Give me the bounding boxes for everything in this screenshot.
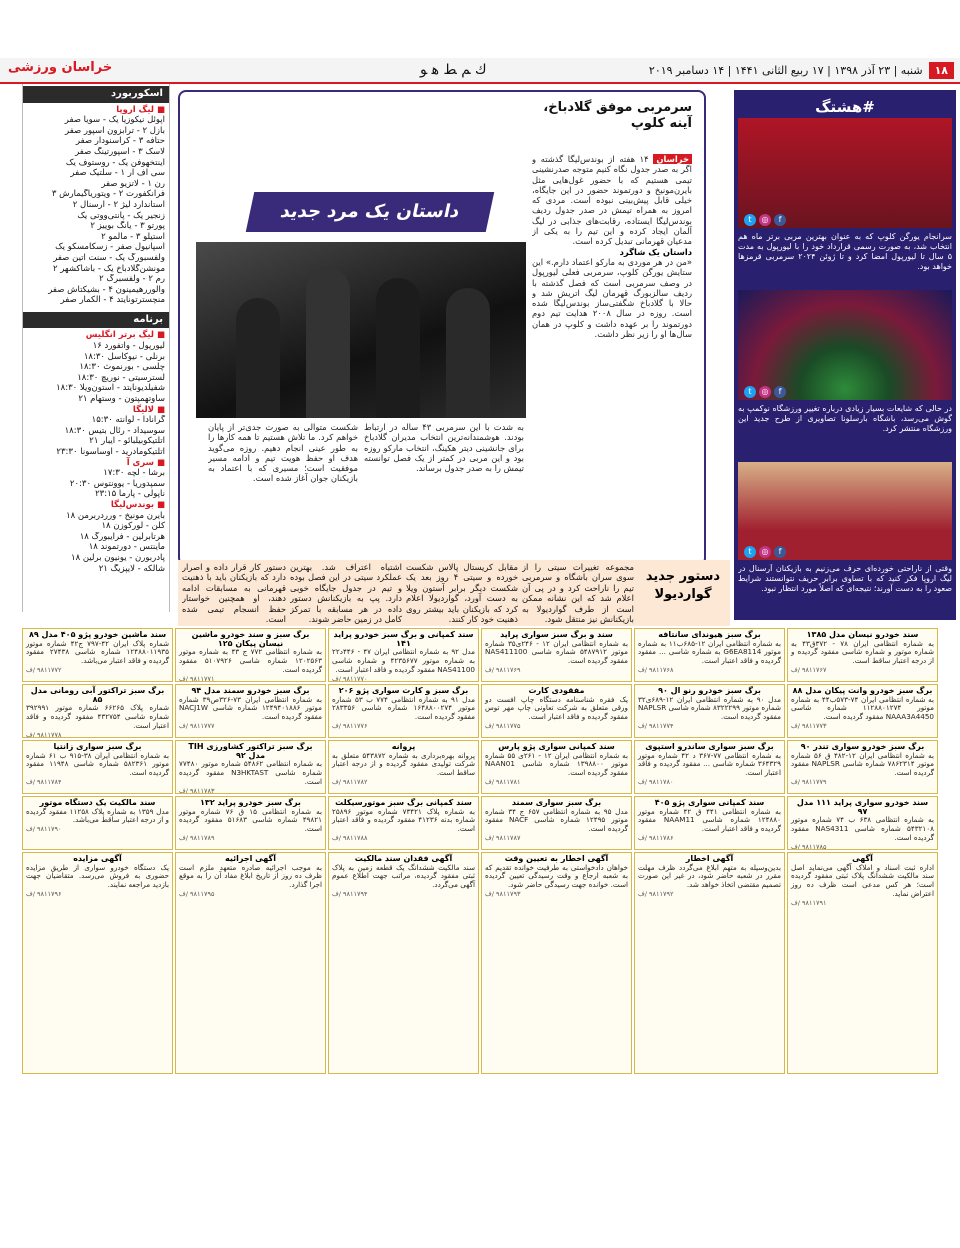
program-line: هرتابرلین - فرایبورگ ۱۸ — [79, 531, 165, 542]
ad-title: سند کمپانی برگ سبز موتورسیکلت — [335, 798, 472, 807]
classified-ad — [22, 684, 173, 738]
feature-column-right — [532, 154, 692, 554]
ad-body: به شماره انتظامی ۷۷۲ ج ۴۳ به شماره موتور ۱۲۰۲۵۶۳ شماره شاسی ۵۱۰۷۹۲۶ مفقود گردیده است. — [179, 647, 323, 674]
ad-title: آگهی اجرائیه — [225, 854, 276, 863]
strip-title — [640, 568, 726, 604]
ad-body: به شماره انتظامی ۴۴۱ ق ۴۲ شماره موتور ۱۲۴۸۸۰ شماره شاسی NAAM11 مفقود گردیده و فاقد اعتبار است. — [638, 806, 782, 834]
ad-code: ۹۸۱۱۷۶۹ /ف — [485, 665, 521, 674]
instagram-icon[interactable]: ◎ — [759, 214, 771, 226]
classified-ad — [634, 852, 785, 1074]
classified-ad — [22, 852, 173, 1074]
ad-code: ۹۸۱۱۷۸۵ /ف — [791, 842, 827, 850]
kicker-line-2: آینه کلوپ — [630, 116, 692, 131]
program-line: ناپولی - پارما ۲۳:۱۵ — [95, 489, 165, 500]
score-line: بازل ۲ - ترابزون اسپور صفر — [65, 125, 165, 136]
ad-title: برگ سبز سواری سمند — [511, 798, 602, 807]
ad-code: ۹۸۱۱۷۷۱ /ف — [179, 674, 215, 682]
ad-code: ۹۸۱۱۷۶۸ /ف — [638, 665, 674, 674]
score-line: حتافه ۳ - کراسنودار صفر — [75, 136, 165, 147]
source-badge: خراسان — [653, 154, 692, 164]
strip-text-3: اشتباه اعتراف شد. بهترین عملکرد سیتی در این فصل بوده و تیم در جدول جایگاه خوبی دارد. پپ به بازیکنانش دستور داده در هر مسابقه با تمرکز کامل در زمین حاضر شوند. — [290, 562, 402, 624]
ad-body: به شماره انتظامی ۱۵ ق ۷۶ شماره موتور ۴۹۸۲۱ شماره شاسی ۵۱۶۸۳ مفقود گردیده است. — [179, 806, 322, 834]
classified-ad — [634, 684, 785, 738]
ad-title: سند مالکیت یک دستگاه موتور — [39, 798, 156, 807]
ad-code: ۹۸۱۱۷۷۲ /ف — [26, 665, 62, 674]
hashtag-column — [734, 90, 956, 620]
ad-code: ۹۸۱۱۷۶۷ /ف — [791, 665, 827, 674]
score-line: ولفسبورگ یک - سنت اتین صفر — [53, 252, 165, 263]
date-line: شنبه | ۲۳ آذر ۱۳۹۸ | ۱۷ ربیع الثانی ۱۴۴۱ | ۱۴ دسامبر ۲۰۱۹ — [648, 63, 923, 77]
ad-body: به شماره انتظامی ایران ۱۲-۶۸۵ب۱۱ به شماره موتور G6EA8114 به شماره شاسی ... مفقود گردیده و فاقد اعتبار است. — [638, 638, 782, 666]
classified-ad — [328, 740, 479, 794]
ad-code: ۹۸۱۱۷۹۵ /ف — [179, 889, 215, 898]
ad-body: به شماره پلاک ۷۳۴۲۱ شماره موتور ۲۵۸۹۶ شماره بدنه ۴۱۲۳۶ مفقود گردیده و فاقد اعتبار است. — [332, 806, 475, 834]
classified-ad — [787, 684, 938, 738]
ad-code: ۹۸۱۱۷۸۳ /ف — [179, 786, 215, 794]
score-line: لاسک ۳ - اسپورتینگ صفر — [75, 146, 165, 157]
program-heading: ■ لالیگا — [132, 404, 165, 415]
program-line: پادربورن - یونیون برلین ۱۸ — [71, 552, 165, 563]
ad-title: برگ سبز و کارت سواری پژو ۲۰۶ — [338, 686, 469, 695]
strip-title-1: دستور جدید — [645, 569, 721, 584]
hashtag-text-3: وقتی از ناراحتی خورده‌ای حرف می‌زنیم به بازیکنان آرسنال در لیگ اروپا فکر کنید که با تساوی برابر حریف نتوانستند شرایط صعود را به دست آورند؛ نتیجه‌ای که اصلاً مورد انتظار نبود. — [738, 564, 952, 593]
ad-body: به شماره انتظامی ایران ۷۳-۳۲۶ص۳۹ شماره موتور ۱۲۴۹۴۰۱۸۸۶ شماره شاسی NACJ1W مفقود گردیده است. — [179, 694, 322, 722]
classified-ad — [22, 740, 173, 794]
classified-ad — [787, 796, 938, 850]
ad-title: برگ سبز تراکتور کشاورزی TIH مدل ۹۲ — [188, 742, 313, 760]
ad-code: ۹۸۱۱۷۸۹ /ف — [179, 833, 215, 842]
program-line: سمپدوریا - یوونتوس ۲۰:۳۰ — [69, 478, 165, 489]
ad-title: آگهی مزایده — [73, 854, 122, 863]
strip-text-2: مقابل کریستال پالاس شکست خورده و سیتی ۴ روز بعد یک شکست دیگر برابر آستون ویلا به دست آورد، گواردیولا اعلام کرد که بازیکنان باید بیشتر روی ذهنیت خود کار کنند. — [406, 562, 518, 624]
ad-title: برگ سبز خودرو وانت پیکان مدل ۸۸ — [792, 686, 933, 695]
ad-code: ۹۸۱۱۷۸۷ /ف — [485, 833, 521, 842]
ad-code: ۹۸۱۱۷۷۳ /ف — [791, 721, 827, 730]
program-line: اتلتیکومادرید - اوساسونا ۲۳:۳۰ — [56, 447, 165, 457]
program-line: لسترسیتی - نوریچ ۱۸:۳۰ — [77, 372, 165, 383]
page-number: ۱۸ — [929, 62, 954, 79]
score-line: زنجیر یک - پانتی‌ووتی یک — [77, 210, 165, 221]
program-line: کلن - لورکوزن ۱۸ — [101, 521, 165, 532]
header-decoration: ﻙ ﻢ ﻂ ﻫ ﻮ — [420, 62, 487, 78]
program-line: ماینتس - دورتموند ۱۸ — [88, 542, 165, 553]
feature-article — [178, 90, 706, 566]
social-icons — [744, 214, 786, 226]
ad-body: مدل ۱۳۵۹ به شماره پلاک ۱۱۲۵۸ مفقود گردیده و از درجه اعتبار ساقط می‌باشد. — [26, 806, 170, 825]
classified-ad — [175, 740, 326, 794]
classified-ad — [634, 796, 785, 850]
ad-body: مدل ۹۰ به شماره انتظامی ایران ۱۲-۶۸۹ی۳۲ شماره موتور ۸۳۲۲۲۹۹ شماره شاسی NAPLSR مفقود گردیده است. — [638, 694, 781, 722]
strip-title-2: گواردیولا — [654, 587, 712, 602]
program-line: لیورپول - واتفورد ۱۶ — [92, 341, 165, 352]
ad-code: ۹۸۱۱۷۷۸ /ف — [26, 730, 62, 738]
program-heading: ■ لیگ برتر انگلیس — [85, 330, 165, 341]
ad-body: یک فقره شناسنامه دستگاه چاپ افست دو ورقی متعلق به شرکت تعاونی چاپ مهر توس مفقود گردیده و فاقد اعتبار است. — [485, 694, 628, 722]
instagram-icon[interactable]: ◎ — [759, 386, 771, 398]
program-heading: ■ سری آ — [126, 457, 165, 468]
classified-ad — [175, 852, 326, 1074]
twitter-icon[interactable]: t — [744, 214, 756, 226]
ad-code: ۹۸۱۱۷۹۴ /ف — [332, 889, 368, 898]
program-line: گرانادا - لوانته ۱۵:۳۰ — [91, 415, 165, 426]
classified-ad — [481, 796, 632, 850]
program-list — [23, 330, 169, 574]
ad-code: ۹۸۱۱۷۷۴ /ف — [638, 721, 674, 730]
kicker-line-1: سرمربی موفق گلادباخ، — [543, 100, 692, 115]
ad-title: سند خودرو سواری پراید ۱۱۱ مدل ۹۷ — [796, 798, 929, 816]
feature-text-2: «من در هر موردی به مارکو اعتماد دارم.» این ستایش یورگن کلوپ، سرمربی فعلی لیورپول در وصف سرمربی است که فصل گذشته با ردیف سالزبورگ قهرمان لیگ اتریش شد و حالا با گلادباخ شگفتی‌ساز بوندس‌لیگا شده است. روزه در سال ۲۰۰۸ هدایت تیم دوم دورتموند را بر عهده داشت و کلوپ در همان سال‌ها او را زیر نظر داشت. — [532, 256, 692, 340]
ad-body: به شماره انتظامی ۵۴۸۶۲ شماره موتور ۷۷۴۸۰ شماره شاسی N3HKTAST مفقود گردیده است. — [179, 759, 323, 786]
score-line: پورتو ۳ - یانگ بوییز ۲ — [90, 221, 165, 232]
ad-title: برگ سبز سواری ساندرو استپوی — [645, 742, 774, 751]
ad-body: به موجب اجرائیه صادره متعهد ملزم است ظرف ده روز از تاریخ ابلاغ مفاد آن را به موقع اجرا گذارد. — [179, 862, 322, 890]
twitter-icon[interactable]: t — [744, 546, 756, 558]
ad-title: برگ سبز خودرو سواری تندر ۹۰ — [800, 742, 925, 751]
ad-body: به شماره انتظامی ایران ۷۸ - ۳۷۲ق۴۳ به شماره موتور و شماره شاسی مفقود گردیده و از درجه اعتبار ساقط است. — [791, 638, 934, 666]
ad-body: به شماره انتظامی ایران ۱۲ - ۲۶۱ی ۵۵ شماره موتور ۱۳۹۸۸۰۰ شماره شاسی NAAN01 مفقود گردیده است. — [485, 750, 628, 778]
ad-body: به شماره انتظامی ایران ۱۲-۴۸۲ ق ۵۶ شماره موتور ۷۸۶۲۳۱۴ شماره شاسی NAPLSR مفقود گردیده است. — [791, 750, 934, 778]
ad-body: خواهان دادخواستی به طرفیت خوانده تقدیم که به شعبه ارجاع و وقت رسیدگی تعیین گردیده است. خوانده جهت رسیدگی حاضر شود. — [485, 862, 628, 890]
score-heading: ■ لیگ اروپا — [116, 104, 165, 115]
ad-title: برگ سبز و سند خودرو ماشین نیسان پیکان ۱۲۵ — [191, 630, 310, 648]
classified-ad — [787, 852, 938, 1074]
hashtag-text-1: سرانجام یورگن کلوپ که به عنوان بهترین مربی برتر ماه هم انتخاب شد، به صورت رسمی قرارداد خود را با لیورپول به مدت ۵ سال تا لیورپول امضا کرد و تا ژوئن ۲۰۲۴ سرمربی قرمزها خواهد بود. — [738, 232, 952, 271]
ad-title: برگ سبز هیوندای سانتافه — [658, 630, 761, 639]
facebook-icon[interactable]: f — [774, 386, 786, 398]
social-icons-2 — [744, 386, 786, 398]
classified-ad — [634, 740, 785, 794]
score-line: اینتخهوفن یک - روستوف یک — [65, 157, 165, 168]
ad-title: برگ سبز خودرو پراید ۱۳۲ — [200, 798, 301, 807]
scoreboard-sidebar — [22, 84, 170, 612]
ad-title: برگ سبز تراکتور آبی رومانی مدل ۸۵ — [30, 686, 165, 704]
ad-code: ۹۸۱۱۷۷۷ /ف — [179, 721, 215, 730]
ad-title: آگهی فقدان سند مالکیت — [354, 854, 453, 863]
ad-title: سند و برگ سبز سواری پراید — [500, 630, 613, 639]
ad-title: سند کمپانی و برگ سبز خودرو پراید ۱۴۱ — [333, 630, 474, 648]
ad-code: ۹۸۱۱۷۷۵ /ف — [485, 721, 521, 730]
classified-ad — [328, 852, 479, 1074]
hashtag-text-2: در حالی که شایعات بسیار زیادی درباره تغییر ورزشگاه نوکمپ به گوش می‌رسد، باشگاه بارسلونا تصاویری از طرح جدید این ورزشگاه منتشر کرد. — [738, 404, 952, 433]
classified-ad — [22, 628, 173, 682]
classified-ad — [175, 796, 326, 850]
program-line: شفیلدیونایتد - استون‌ویلا ۱۸:۳۰ — [56, 383, 165, 394]
program-title: برنامه — [23, 312, 169, 329]
ad-body: به شماره انتظامی ۶۳۸ ب ۷۴ شماره موتور ۵۴۳۲۱۰۸ شماره شاسی NAS4311 مفقود گردیده است. — [791, 815, 935, 842]
liverpool-photo — [738, 118, 952, 228]
ad-code: ۹۸۱۱۷۹۲ /ف — [638, 889, 674, 898]
classified-ad — [481, 852, 632, 1074]
ad-title: آگهی اخطار به تعیین وقت — [504, 854, 609, 863]
ad-code: ۹۸۱۱۷۸۴ /ف — [26, 777, 62, 786]
ad-code: ۹۸۱۱۷۸۶ /ف — [638, 833, 674, 842]
scoreboard-list — [23, 105, 169, 306]
ad-body: به شماره انتظامی ایران ۷۴-۵۷۳ب۴۴ به شماره موتور ۱۱۲۸۸۰۱۲۷۴ شماره شاسی NAAA3A4450 مفقود گردیده است. — [791, 694, 935, 722]
feature-column-mid: به شدت با این سرمربی ۴۳ ساله در ارتباط بودند. هوشمندانه‌ترین انتخاب مدیران گلادباخ برای جانشینی دیتر هکینگ، انتخاب مارکو روزه بود و این مربی در کمتر از یک فصل توانسته تیمش را به صدر جدول برساند. — [364, 422, 524, 474]
ad-title: آگهی اخطار — [685, 854, 734, 863]
score-line: آپوئل نیکوزیا یک - سویا صفر — [64, 115, 165, 126]
ad-body: به شماره انتظامی ۷۷-۳۶۷ د ۴۲ شماره موتور ۳۶۴۳۲۹ شماره شاسی ... مفقود گردیده و فاقد اعتبار است. — [638, 750, 781, 778]
ad-title: سند کمپانی سواری پژو پارس — [498, 742, 615, 751]
ad-code: ۹۸۱۱۷۷۰ /ف — [332, 674, 368, 682]
score-line: منچسترتونایتد ۴ - آلکمار صفر — [60, 295, 165, 306]
scoreboard-title: اسکوربورد — [23, 86, 169, 103]
score-line: رم ۲ - ولفسبرگ ۲ — [99, 274, 165, 285]
feature-subhead: داستان یک شاگرد — [619, 246, 692, 257]
strip-text-1: مجموعه تغییرات سیتی را از سوی سران باشگاه و سرمربی تیم را ناراحت کرد و در پی آن اعلام شد که این نشانه ممکن است از طرف گواردیولا به بازیکنانش نیز منتقل شود. — [522, 562, 634, 624]
section-logo: خراسان ورزشی — [8, 60, 113, 75]
ad-body: به شماره انتظامی ایران ۳۸-۹۱۵ ب ۶۱ شماره موتور ۵۸۲۳۶۱ شماره شاسی ۱۱۹۴۸ مفقود گردیده است. — [26, 750, 170, 778]
ad-body: پروانه بهره‌برداری به شماره ۵۴۳۸۷۲ متعلق به شرکت تولیدی مفقود گردیده و از درجه اعتبار ساقط است. — [332, 750, 475, 778]
ad-body: شماره پلاک ۶۶۲۶۵ شماره موتور ۳۹۲۹۹۱ شماره شاسی ۴۳۲۷۵۴ مفقود گردیده و فاقد اعتبار است. — [26, 703, 169, 730]
facebook-icon[interactable]: f — [774, 214, 786, 226]
score-line: اسپانیول صفر - زسکامسکو یک — [55, 242, 165, 253]
feature-column-left: شکست متوالی به صورت جدی‌تر از پایان خواهم کرد. ما تلاش هستیم تا همه کارها را به طور عینی انجام دهیم. روزه می‌گوید هدف او حفظ هویت تیم و ادامه مسیر موفقیت است؛ مسیری که با اعتماد به بازیکنان جوان آغاز شده است. — [208, 422, 358, 484]
score-line: مونشن‌گلادباخ یک - باشاکشهر ۲ — [52, 263, 165, 274]
facebook-icon[interactable]: f — [774, 546, 786, 558]
classified-ad — [22, 796, 173, 850]
ad-title: سند ماشین خودرو پژو ۴۰۵ مدل ۸۹ — [28, 630, 167, 639]
hashtag-title: #هشتگ — [815, 98, 875, 116]
classified-ad — [328, 628, 479, 682]
ad-body: سند مالکیت ششدانگ یک قطعه زمین به پلاک ثبتی مفقود گردیده، مراتب جهت اطلاع عموم آگهی می‌گردد. — [332, 862, 475, 890]
feature-photo — [196, 242, 526, 418]
ad-body: بدین‌وسیله به متهم ابلاغ می‌گردد ظرف مهلت مقرر در شعبه حاضر شود، در غیر این صورت تصمیم مقتضی اتخاذ خواهد شد. — [638, 862, 781, 890]
classified-ad — [328, 684, 479, 738]
ad-title: سند کمپانی سواری پژو ۴۰۵ — [654, 798, 765, 807]
ad-code: ۹۸۱۱۷۸۲ /ف — [332, 777, 368, 786]
ad-body: به شماره انتظامی ایران ۱۲ - ۲۴۶ی۳۵ شماره موتور ۵۴۸۷۹۱۲ شماره شاسی NAS411100 مفقود گردیده است. — [485, 638, 628, 666]
twitter-icon[interactable]: t — [744, 386, 756, 398]
social-icons-3 — [744, 546, 786, 558]
score-line: آستیلو ۳ - مالمو ۲ — [101, 231, 165, 242]
ad-title: سند خودرو نیسان مدل ۱۳۸۵ — [806, 630, 919, 639]
ad-body: یک دستگاه خودرو سواری از طریق مزایده حضوری به فروش می‌رسد. متقاضیان جهت بازدید مراجعه نمایند. — [26, 862, 169, 890]
ad-title: برگ سبز خودرو سمند مدل ۹۴ — [191, 686, 310, 695]
program-line: بایرن مونیخ - ورردربرمن ۱۸ — [66, 510, 165, 521]
ad-body: مدل ۹۱ به شماره انتظامی ۷۷۴ ب ۵۳ شماره موتور ۱۶۴۸۸۰۰۲۷۴ شماره شاسی ۲۸۳۳۵۶ مفقود گردیده است. — [332, 694, 475, 722]
ad-code: ۹۸۱۱۷۷۹ /ف — [791, 777, 827, 786]
stadium-photo — [738, 290, 952, 400]
ad-title: برگ سبز سواری زانتیا — [53, 742, 142, 751]
instagram-icon[interactable]: ◎ — [759, 546, 771, 558]
score-line: استاندارد لیژ ۲ - آرسنال ۲ — [72, 199, 165, 210]
classified-ad — [787, 740, 938, 794]
program-line: ساوتهمپتون - وستهام ۲۱ — [78, 394, 165, 405]
strip-text-4: دستور کار قرار داده و اصرار دارد که بازیکنان باید با ذهنیت قهرمانی به مسابقات ادامه دهند، او همچنین خواستار حفظ انسجام تیمی شده است. — [182, 562, 286, 624]
ad-body: مدل ۹۲ به شماره انتظامی ایران ۴۷ - ۴۴۶د۲۲ به شماره موتور ۴۲۳۵۶۷۷ و شماره شاسی NAS41100 مفقود گردیده و فاقد اعتبار است. — [332, 647, 475, 674]
feature-text-1: ۱۴ هفته از بوندس‌لیگا گذشته و اگر به صدر جدول نگاه کنیم متوجه صدرنشینی تیمی هستیم که با حضور غول‌هایی مثل بایرن‌مونیخ و دورتموند حضور در این جایگاه، خیلی قابل پیش‌بینی نبوده است. مردی که امروز به همراه تیمش در صدر جدول ردیف بوندس‌لیگا ایستاده، رقابت‌های جذابی در لیگ آلمان ایجاد کرده و این تیم را به یکی از مدعیان قهرمانی تبدیل کرده است. — [532, 154, 692, 247]
ad-body: اداره ثبت اسناد و املاک آگهی می‌نماید اصل سند مالکیت ششدانگ پلاک ثبتی مفقود گردیده است؛ هر کس مدعی است ظرف ده روز اعتراض نماید. — [791, 862, 934, 898]
classified-ads — [22, 628, 938, 1244]
score-line: سی اف آر ۱ - سلتیک صفر — [70, 168, 165, 179]
ad-code: ۹۸۱۱۷۹۳ /ف — [485, 889, 521, 898]
ad-code: ۹۸۱۱۷۹۰ /ف — [26, 825, 62, 834]
program-line: اتلتیکوبیلبائو - ایبار ۲۱ — [89, 436, 165, 447]
classified-ad — [175, 684, 326, 738]
program-line: برنلی - نیوکاسل ۱۸:۳۰ — [83, 351, 165, 362]
ad-title: آگهی — [852, 854, 873, 863]
ad-code: ۹۸۱۱۷۸۰ /ف — [638, 777, 674, 786]
classified-ad — [175, 628, 326, 682]
ad-title: مفقودی کارت — [528, 686, 585, 695]
ad-code: ۹۸۱۱۷۸۱ /ف — [485, 777, 521, 786]
score-line: رن ۱ - لاتزیو صفر — [101, 178, 165, 189]
program-line: برشا - لچه ۱۷:۳۰ — [103, 468, 165, 479]
program-heading: ■ بوندس‌لیگا — [110, 499, 165, 510]
ad-title: پروانه — [391, 742, 416, 751]
ad-body: شماره پلاک ایران ۴۲-۷۹۷ ج۴۲ شماره موتور ۱۲۴۸۸۰۱۱۹۳۵ شماره شاسی ۲۷۴۳۸ مفقود گردیده و فاقد اعتبار می‌باشد. — [26, 638, 169, 666]
ad-code: ۹۸۱۱۷۷۶ /ف — [332, 721, 368, 730]
ad-title: برگ سبز خودرو رنو ال ۹۰ — [658, 686, 761, 695]
ad-body: مدل ۹۵ به شماره انتظامی ۶۵۷ ج ۳۴ شماره موتور ۱۲۴۹۵ شماره شاسی NACF مفقود گردیده است. — [485, 806, 628, 834]
feature-kicker — [543, 100, 692, 132]
classified-ad — [481, 628, 632, 682]
score-line: فرانکفورت ۲ - ویتوریاگیمارش ۳ — [51, 189, 165, 200]
classified-ad — [481, 740, 632, 794]
classified-ad — [787, 628, 938, 682]
score-line: والوررهیمینون ۴ - بشیکتاش صفر — [48, 284, 165, 295]
ad-code: ۹۸۱۱۷۹۶ /ف — [26, 889, 62, 898]
guardiola-strip — [178, 560, 730, 626]
feature-headline: داستان یک مرد جدید — [246, 192, 495, 232]
program-line: شالکه - لایپزیگ ۲۱ — [98, 563, 165, 574]
classified-ad — [328, 796, 479, 850]
classified-ad — [481, 684, 632, 738]
ad-code: ۹۸۱۱۷۸۸ /ف — [332, 833, 368, 842]
program-line: سوسیداد - رئال بتیس ۱۸:۳۰ — [64, 425, 165, 436]
ad-code: ۹۸۱۱۷۹۱ /ف — [791, 898, 827, 907]
classified-ad — [634, 628, 785, 682]
program-line: چلسی - بورنموث ۱۸:۳۰ — [79, 362, 165, 373]
